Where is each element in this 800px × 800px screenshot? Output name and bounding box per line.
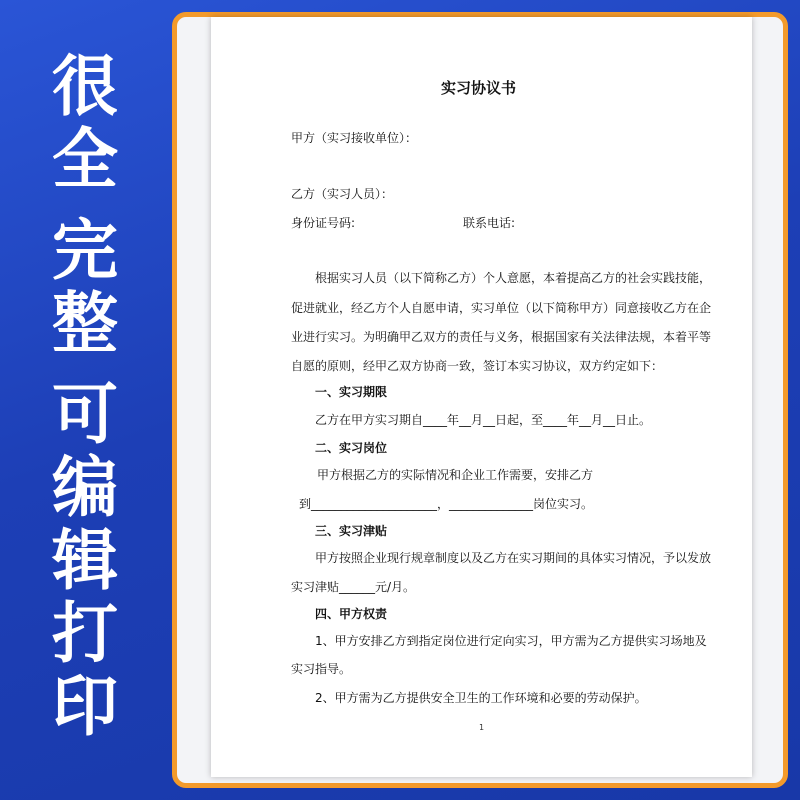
intro-line: 自愿的原则，经甲乙双方协商一致，签订本实习协议，双方约定如下：	[291, 359, 664, 373]
page-number: 1	[479, 723, 485, 732]
section-line: 甲方按照企业现行规章制度以及乙方在实习期间的具体实习情况，予以发放	[315, 551, 712, 565]
id-number-field: 身份证号码:	[291, 216, 356, 230]
banner-char: 打	[52, 595, 118, 672]
banner-char: 编	[52, 449, 118, 526]
section-heading: 四、甲方权责	[315, 607, 388, 621]
party-a-field: 甲方（实习接收单位）：	[291, 131, 418, 145]
banner-char: 完	[52, 212, 118, 289]
intro-line: 促进就业，经乙方个人自愿申请，实习单位（以下简称甲方）同意接收乙方在企	[291, 301, 712, 315]
banner-char: 很	[52, 48, 118, 125]
section-line: 实习津贴______元/月。	[291, 580, 416, 594]
promo-banner	[40, 50, 130, 743]
section-heading: 三、实习津贴	[315, 524, 388, 538]
section-line: 2、甲方需为乙方提供安全卫生的工作环境和必要的劳动保护。	[315, 691, 647, 705]
banner-char: 整	[52, 285, 118, 362]
party-b-field: 乙方（实习人员）：	[291, 187, 394, 201]
section-heading: 一、实习期限	[315, 385, 388, 399]
section-line: 1、甲方安排乙方到指定岗位进行定向实习，甲方需为乙方提供实习场地及	[315, 634, 707, 648]
section-heading: 二、实习岗位	[315, 441, 388, 455]
intro-line: 业进行实习。为明确甲乙双方的责任与义务，根据国家有关法律法规，本着平等	[291, 330, 712, 344]
section-line: 乙方在甲方实习期自____年__月__日起，至____年__月__日止。	[315, 413, 652, 427]
document-title: 实习协议书	[441, 79, 517, 97]
section-line: 甲方根据乙方的实际情况和企业工作需要，安排乙方	[317, 468, 594, 482]
banner-char: 全	[52, 121, 118, 198]
banner-char: 可	[52, 376, 118, 453]
phone-field: 联系电话:	[463, 216, 516, 230]
banner-char: 印	[52, 668, 118, 745]
intro-line: 根据实习人员（以下简称乙方）个人意愿，本着提高乙方的社会实践技能，	[315, 271, 712, 285]
section-line: 实习指导。	[291, 662, 352, 676]
document-page	[211, 17, 752, 777]
banner-char: 辑	[52, 522, 118, 599]
section-line: 到_____________________，______________岗位实习。	[299, 497, 594, 511]
